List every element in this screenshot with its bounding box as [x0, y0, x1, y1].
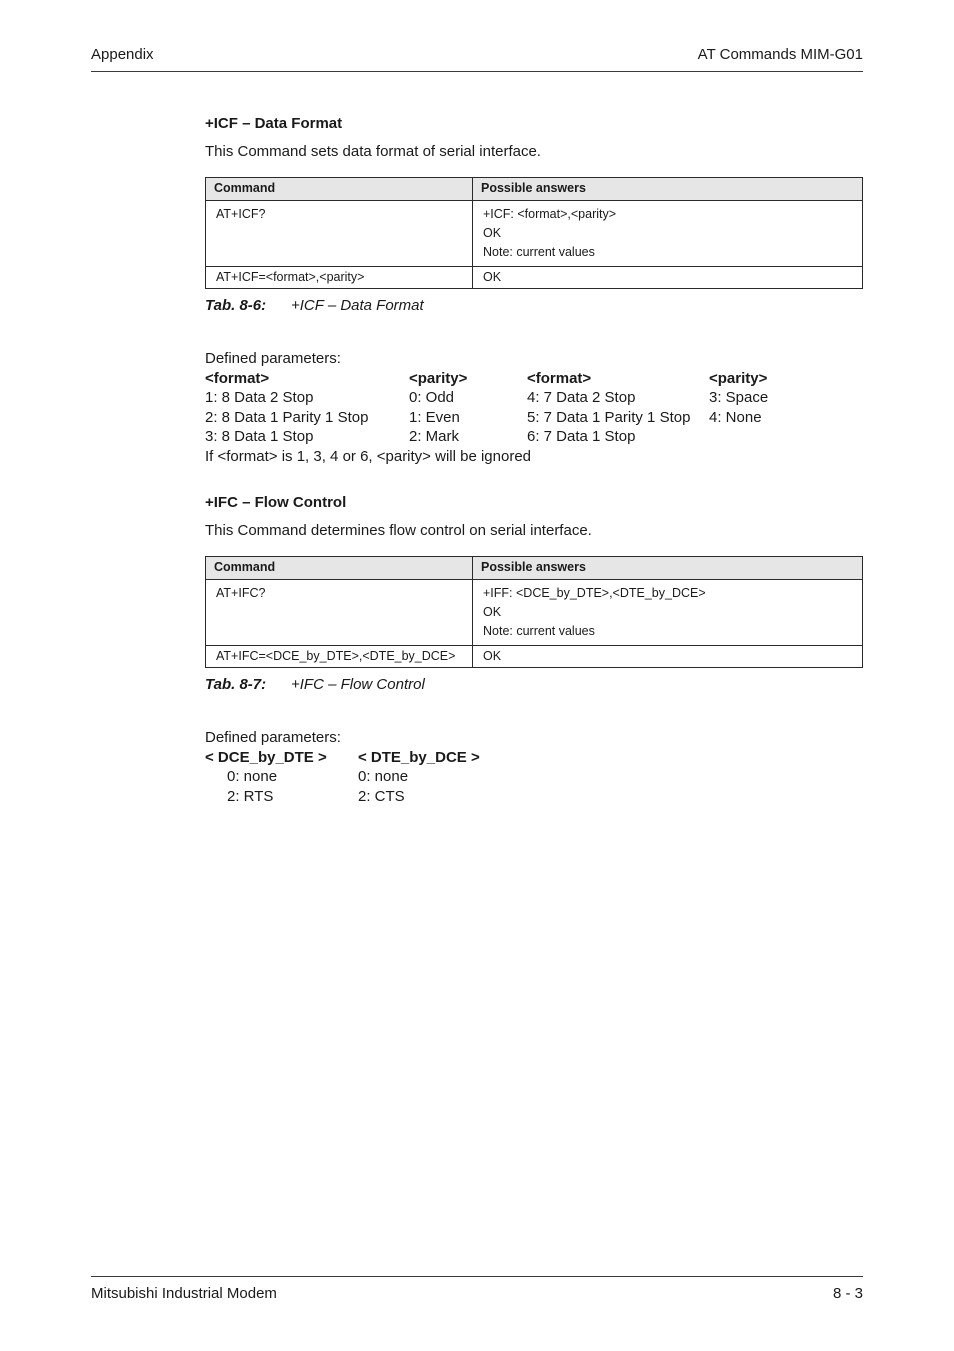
header-section: Appendix [91, 46, 154, 63]
param-value: 1: Even [409, 408, 460, 426]
answer-line: OK [483, 605, 502, 619]
caption-number: Tab. 8-7: [205, 676, 267, 693]
param-header: < DTE_by_DCE > [358, 748, 480, 766]
param-header: <parity> [409, 369, 468, 387]
param-value [709, 427, 809, 447]
table-row [206, 267, 863, 289]
header-document-title: AT Commands MIM-G01 [697, 46, 863, 63]
param-value: 0: none [227, 768, 278, 785]
answer-line: Note: current values [483, 245, 595, 259]
answer-line: OK [483, 649, 502, 663]
caption-text: +IFC – Flow Control [291, 676, 425, 693]
table-row [206, 580, 863, 646]
answers-cell [473, 267, 863, 289]
param-value: 2: 8 Data 1 Parity 1 Stop [205, 408, 369, 426]
parameters-intro: Defined parameters: [205, 350, 341, 367]
param-value: 1: 8 Data 2 Stop [205, 389, 314, 406]
param-header: <format> [205, 369, 270, 387]
icf-title: +ICF – Data Format [205, 115, 343, 132]
answer-line: +ICF: <format>,<parity> [483, 207, 617, 221]
command-cell: AT+ICF? [206, 201, 473, 267]
caption-text: +ICF – Data Format [291, 297, 424, 314]
parameters-grid [205, 369, 809, 447]
column-header-answers: Possible answers [473, 557, 863, 580]
param-value: 2: CTS [358, 787, 405, 805]
column-header-answers: Possible answers [473, 178, 863, 201]
icf-description: This Command sets data format of serial interface. [205, 143, 541, 160]
answers-cell [473, 646, 863, 668]
param-value: 4: None [709, 408, 762, 426]
answer-line: Note: current values [483, 624, 595, 638]
command-cell: AT+ICF=<format>,<parity> [206, 267, 473, 289]
command-cell: AT+IFC? [206, 580, 473, 646]
command-cell: AT+IFC=<DCE_by_DTE>,<DTE_by_DCE> [206, 646, 473, 668]
answer-line: OK [483, 226, 502, 240]
param-value: 2: Mark [409, 428, 460, 445]
param-header: < DCE_by_DTE > [205, 748, 327, 766]
ifc-command-table [205, 556, 863, 668]
column-header-command: Command [206, 557, 473, 580]
param-value: 0: none [358, 768, 409, 785]
answer-line: OK [483, 270, 502, 284]
caption-number: Tab. 8-6: [205, 297, 267, 314]
ifc-description: This Command determines flow control on serial interface. [205, 522, 592, 539]
table-header-row [206, 557, 863, 580]
param-value: 2: RTS [227, 787, 274, 805]
param-header: <parity> [709, 369, 768, 387]
param-value: 4: 7 Data 2 Stop [527, 389, 636, 406]
parameters-grid [205, 748, 508, 807]
column-header-command: Command [206, 178, 473, 201]
icf-parameters [205, 349, 809, 466]
param-value: 6: 7 Data 1 Stop [527, 428, 636, 445]
ifc-title: +IFC – Flow Control [205, 494, 347, 511]
table-row [206, 201, 863, 267]
ifc-parameters [205, 728, 508, 806]
param-value: 3: 8 Data 1 Stop [205, 428, 314, 445]
param-value: 3: Space [709, 389, 769, 406]
param-value: 0: Odd [409, 389, 455, 406]
page-header [91, 44, 863, 72]
icf-table-caption [205, 297, 424, 314]
param-value: 5: 7 Data 1 Parity 1 Stop [527, 408, 691, 426]
parameters-note: If <format> is 1, 3, 4 or 6, <parity> will be ignored [205, 447, 532, 465]
param-header: <format> [527, 369, 592, 387]
table-header-row [206, 178, 863, 201]
ifc-table-caption [205, 676, 425, 693]
table-row [206, 646, 863, 668]
page-number: 8 - 3 [832, 1285, 863, 1302]
icf-command-table [205, 177, 863, 289]
parameters-intro: Defined parameters: [205, 729, 341, 746]
page-footer [91, 1276, 863, 1302]
answers-cell [473, 580, 863, 646]
answers-cell [473, 201, 863, 267]
answer-line: +IFF: <DCE_by_DTE>,<DTE_by_DCE> [483, 586, 706, 600]
footer-product-name: Mitsubishi Industrial Modem [91, 1285, 277, 1302]
